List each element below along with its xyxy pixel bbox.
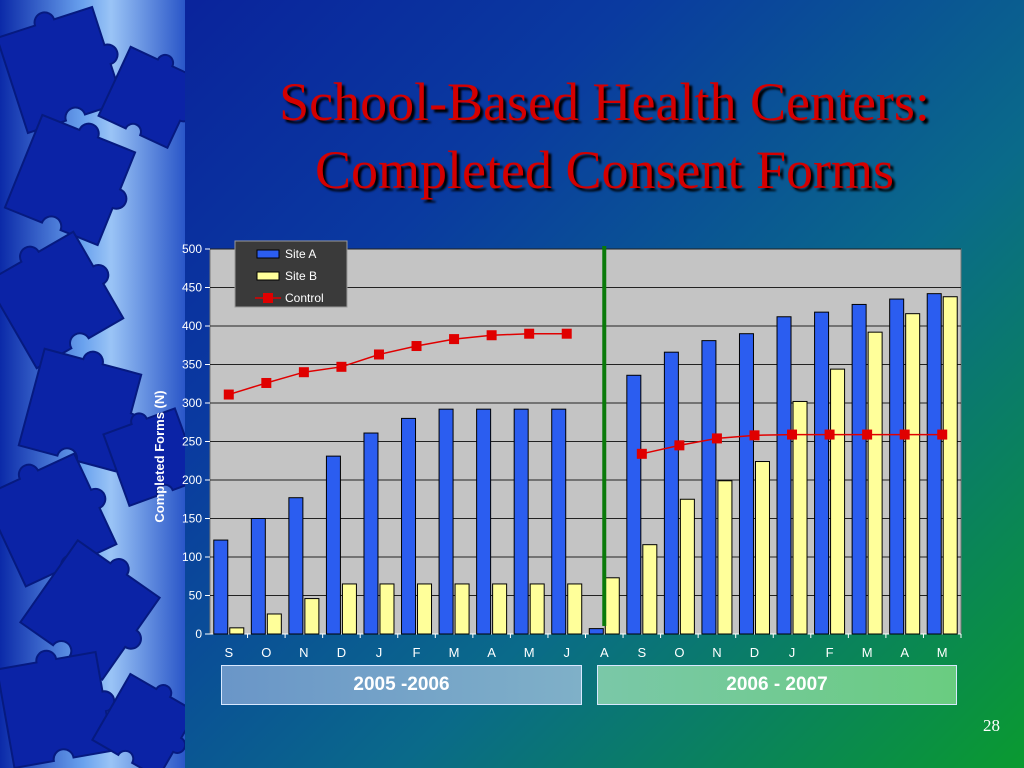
bar-site-a [289, 498, 303, 634]
x-tick-label: J [375, 645, 383, 660]
control-point [261, 378, 271, 388]
bar-site-a [664, 352, 678, 634]
year-label-2005-2006: 2005 -2006 [221, 665, 582, 705]
x-tick-label: F [412, 645, 421, 660]
y-tick-label: 200 [181, 473, 202, 487]
bar-site-a [777, 317, 791, 634]
bar-site-a [702, 341, 716, 634]
control-point [712, 433, 722, 443]
bar-site-b [906, 314, 920, 634]
control-point [412, 341, 422, 351]
control-point [224, 390, 234, 400]
x-tick-label: M [861, 645, 873, 660]
bar-site-a [514, 409, 528, 634]
control-point [937, 430, 947, 440]
x-tick-label: N [299, 645, 309, 660]
control-point [900, 430, 910, 440]
legend-label: Site A [285, 247, 317, 261]
bar-site-a [251, 519, 265, 635]
y-tick-label: 500 [181, 242, 202, 256]
bar-site-a [589, 629, 603, 634]
control-point [374, 349, 384, 359]
control-point [825, 430, 835, 440]
y-tick-label: 300 [181, 396, 202, 410]
x-tick-label: A [599, 645, 609, 660]
page-number: 28 [983, 716, 1000, 735]
legend-swatch-control-marker [263, 293, 273, 303]
bar-site-b [530, 584, 544, 634]
x-tick-label: J [788, 645, 796, 660]
x-tick-label: A [487, 645, 496, 660]
title-line-2: Completed Consent Forms [315, 140, 894, 200]
y-tick-label: 150 [181, 511, 202, 526]
bar-site-b [680, 499, 694, 634]
bar-site-a [927, 294, 941, 634]
x-tick-label: F [825, 645, 834, 660]
control-point [524, 329, 534, 339]
bar-site-b [418, 584, 432, 634]
x-tick-label: M [936, 645, 948, 660]
legend-swatch-site-b [257, 272, 279, 280]
bar-site-b [455, 584, 469, 634]
bar-site-b [305, 599, 319, 634]
x-tick-label: N [712, 645, 722, 660]
bar-site-a [439, 409, 453, 634]
bar-site-a [326, 456, 340, 634]
bar-site-a [552, 409, 566, 634]
control-point [787, 430, 797, 440]
legend-label: Site B [285, 269, 318, 283]
y-tick-label: 350 [181, 357, 202, 372]
year-label-2006-2007: 2006 - 2007 [597, 665, 957, 705]
x-tick-label: A [900, 645, 910, 660]
bar-site-b [868, 332, 882, 634]
bar-site-b [943, 297, 957, 634]
x-tick-label: J [563, 645, 570, 660]
bar-site-a [627, 375, 641, 634]
y-tick-label: 450 [181, 280, 202, 295]
control-point [562, 329, 572, 339]
x-tick-label: O [261, 645, 272, 660]
bar-site-a [852, 304, 866, 634]
bar-site-a [364, 433, 378, 634]
x-tick-label: D [336, 645, 347, 660]
bar-site-b [643, 545, 657, 634]
bar-site-b [267, 614, 281, 634]
legend-label: Control [285, 291, 324, 305]
bar-site-b [831, 369, 845, 634]
bar-site-b [342, 584, 356, 634]
slide-title [185, 68, 1024, 204]
x-tick-label: D [749, 645, 760, 660]
bar-site-b [493, 584, 507, 634]
y-tick-label: 50 [188, 588, 202, 603]
x-tick-label: O [674, 645, 685, 660]
y-axis-label: Completed Forms (N) [152, 390, 167, 523]
y-tick-label: 250 [181, 434, 202, 449]
bar-site-a [890, 299, 904, 634]
y-tick-label: 0 [195, 627, 202, 641]
bar-site-b [718, 481, 732, 634]
control-point [487, 330, 497, 340]
legend-swatch-site-a [257, 250, 279, 258]
bar-site-a [477, 409, 491, 634]
title-line-1: School-Based Health Centers: [279, 72, 930, 132]
bar-site-b [755, 462, 769, 634]
x-tick-label: M [448, 645, 460, 660]
bar-site-a [214, 540, 228, 634]
control-point [862, 430, 872, 440]
bar-site-b [605, 578, 619, 634]
bar-site-b [380, 584, 394, 634]
bar-site-b [230, 628, 244, 634]
bar-site-a [739, 334, 753, 634]
x-tick-label: S [637, 645, 647, 660]
control-point [336, 362, 346, 372]
bar-site-a [402, 418, 416, 634]
control-point [637, 449, 647, 459]
consent-forms-chart [145, 238, 975, 663]
x-tick-label: S [224, 645, 234, 660]
control-point [674, 440, 684, 450]
control-point [449, 334, 459, 344]
y-tick-label: 400 [181, 319, 202, 333]
y-tick-label: 100 [181, 550, 202, 564]
control-point [749, 430, 759, 440]
bar-site-a [815, 312, 829, 634]
control-point [299, 367, 309, 377]
x-tick-label: M [523, 645, 535, 660]
bar-site-b [568, 584, 582, 634]
